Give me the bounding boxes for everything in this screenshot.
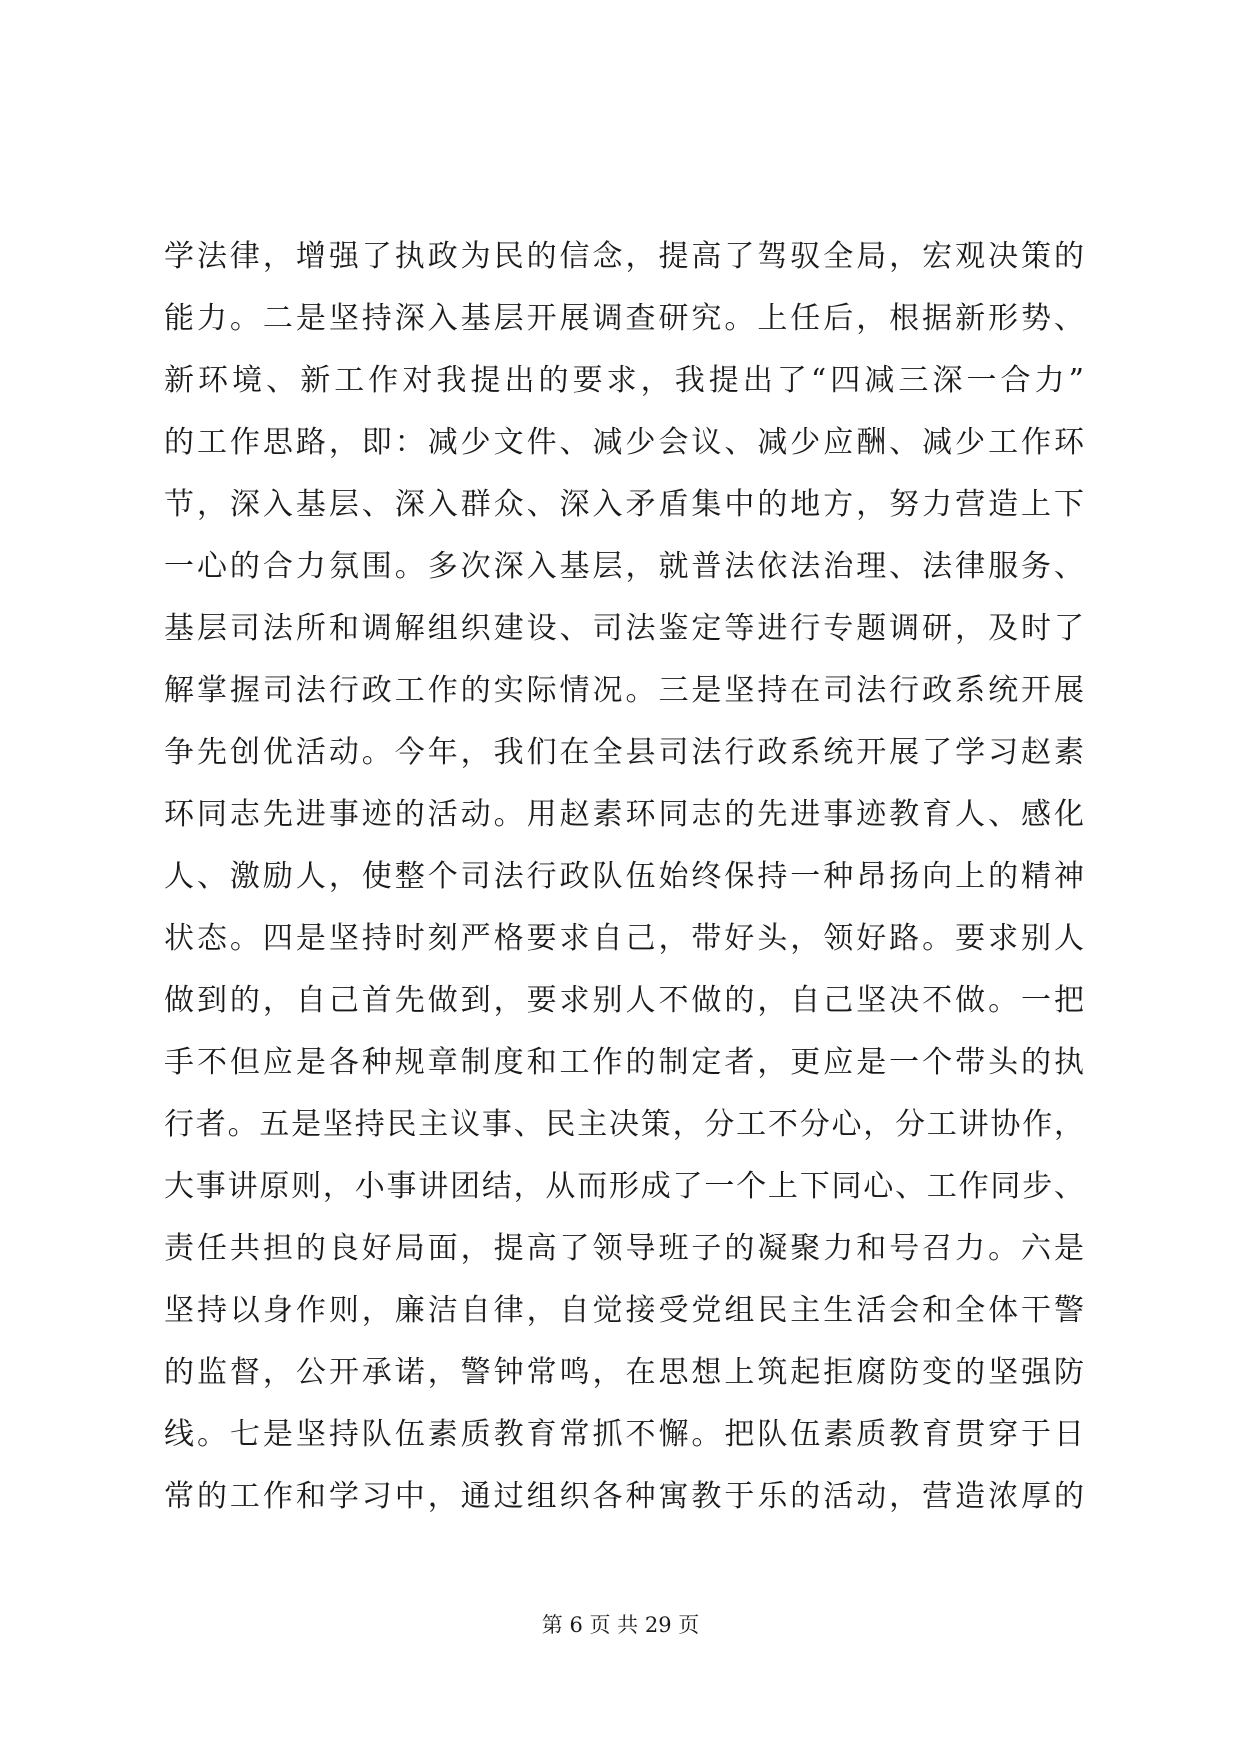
text-line: 坚持以身作则，廉洁自律，自觉接受党组民主生活会和全体干警 (164, 1293, 1084, 1328)
page-number-footer: 第 6 页 共 29 页 (541, 1613, 700, 1637)
text-line: 常的工作和学习中，通过组织各种寓教于乐的活动，营造浓厚的 (164, 1479, 1084, 1514)
text-line: 的监督，公开承诺，警钟常鸣，在思想上筑起拒腐防变的坚强防 (164, 1355, 1084, 1390)
text-line: 能力。二是坚持深入基层开展调查研究。上任后，根据新形势、 (164, 301, 1084, 336)
text-line: 基层司法所和调解组织建设、司法鉴定等进行专题调研，及时了 (164, 611, 1084, 646)
text-line: 争先创优活动。今年，我们在全县司法行政系统开展了学习赵素 (164, 735, 1084, 770)
text-line: 责任共担的良好局面，提高了领导班子的凝聚力和号召力。六是 (164, 1231, 1084, 1266)
text-line: 行者。五是坚持民主议事、民主决策，分工不分心，分工讲协作， (164, 1107, 1084, 1142)
text-line: 解掌握司法行政工作的实际情况。三是坚持在司法行政系统开展 (164, 673, 1084, 708)
text-line: 状态。四是坚持时刻严格要求自己，带好头，领好路。要求别人 (164, 921, 1084, 956)
text-line: 环同志先进事迹的活动。用赵素环同志的先进事迹教育人、感化 (164, 797, 1084, 832)
text-line: 做到的，自己首先做到，要求别人不做的，自己坚决不做。一把 (164, 983, 1084, 1018)
body-text (164, 226, 1084, 1528)
text-line: 学法律，增强了执政为民的信念，提高了驾驭全局，宏观决策的 (164, 239, 1084, 274)
text-line: 手不但应是各种规章制度和工作的制定者，更应是一个带头的执 (164, 1045, 1084, 1080)
text-line: 一心的合力氛围。多次深入基层，就普法依法治理、法律服务、 (164, 549, 1084, 584)
text-line: 节，深入基层、深入群众、深入矛盾集中的地方，努力营造上下 (164, 487, 1084, 522)
text-line: 人、激励人，使整个司法行政队伍始终保持一种昂扬向上的精神 (164, 859, 1084, 894)
text-line: 新环境、新工作对我提出的要求，我提出了“四减三深一合力” (164, 363, 1084, 398)
text-line: 的工作思路，即：减少文件、减少会议、减少应酬、减少工作环 (164, 425, 1084, 460)
text-line: 大事讲原则，小事讲团结，从而形成了一个上下同心、工作同步、 (164, 1169, 1084, 1204)
text-line: 线。七是坚持队伍素质教育常抓不懈。把队伍素质教育贯穿于日 (164, 1417, 1084, 1452)
